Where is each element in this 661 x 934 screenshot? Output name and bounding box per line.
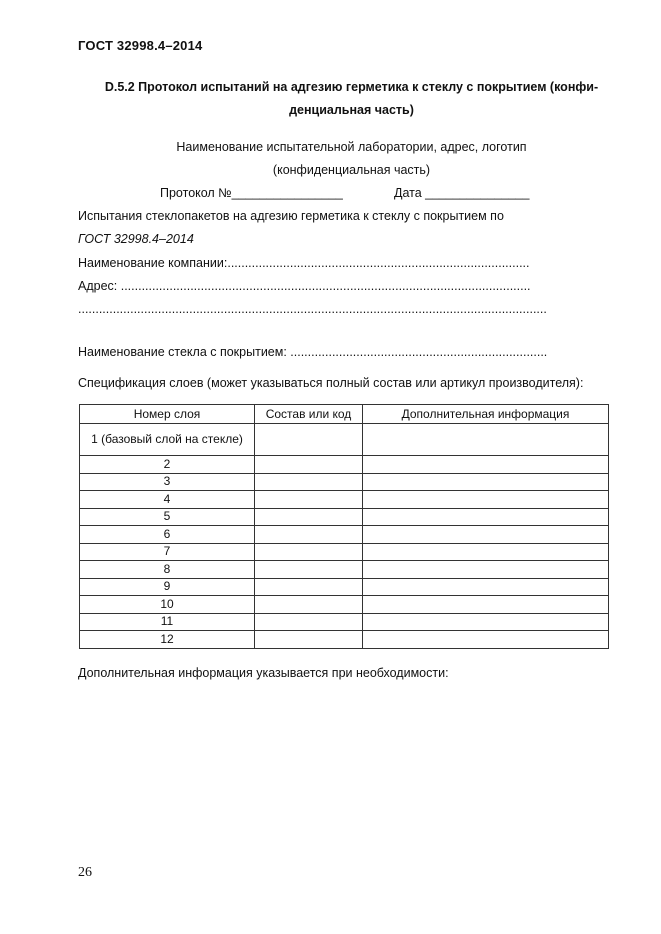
composition-cell[interactable] [255, 596, 363, 614]
test-standard: ГОСТ 32998.4–2014 [78, 232, 194, 246]
composition-cell[interactable] [255, 578, 363, 596]
additional-info-cell[interactable] [363, 424, 609, 456]
additional-info-cell[interactable] [363, 631, 609, 649]
protocol-number-field: Протокол №________________ [160, 186, 343, 200]
test-description: Испытания стеклопакетов на адгезию герметика к стеклу с покрытием по [78, 209, 504, 223]
table-row [80, 631, 609, 649]
additional-info-cell[interactable] [363, 596, 609, 614]
composition-cell[interactable] [255, 424, 363, 456]
table-row [80, 561, 609, 579]
composition-cell[interactable] [255, 456, 363, 474]
table-row [80, 526, 609, 544]
layer-number-cell: 1 (базовый слой на стекле) [80, 424, 255, 456]
composition-cell[interactable] [255, 491, 363, 509]
composition-cell[interactable] [255, 473, 363, 491]
additional-info-cell[interactable] [363, 491, 609, 509]
doc-header: ГОСТ 32998.4–2014 [78, 38, 203, 53]
table-row [80, 613, 609, 631]
additional-info-cell[interactable] [363, 473, 609, 491]
composition-cell[interactable] [255, 508, 363, 526]
additional-info-cell[interactable] [363, 561, 609, 579]
table-row [80, 578, 609, 596]
additional-info-cell[interactable] [363, 526, 609, 544]
layer-number-cell: 10 [80, 596, 255, 614]
spec-intro: Спецификация слоев (может указываться полный состав или артикул производителя): [78, 376, 584, 390]
table-row [80, 456, 609, 474]
layer-number-cell: 11 [80, 613, 255, 631]
composition-cell[interactable] [255, 543, 363, 561]
page-number: 26 [78, 865, 92, 880]
layer-number-cell: 9 [80, 578, 255, 596]
composition-cell[interactable] [255, 613, 363, 631]
section-title: D.5.2 Протокол испытаний на адгезию герметика к стеклу с покрытием (конфиденциальная часть) [104, 80, 599, 117]
company-field: Наименование компании:....................................................................................... [78, 256, 530, 270]
table-row [80, 596, 609, 614]
layer-spec-table [79, 404, 609, 649]
column-header-additional-info: Дополнительная информация [363, 405, 609, 424]
lab-name-line: Наименование испытательной лаборатории, адрес, логотип [176, 140, 527, 154]
composition-cell[interactable] [255, 561, 363, 579]
additional-info-cell[interactable] [363, 578, 609, 596]
table-header-row [80, 405, 609, 424]
table-row [80, 543, 609, 561]
layer-number-cell: 7 [80, 543, 255, 561]
table-row [80, 508, 609, 526]
coated-glass-field: Наименование стекла с покрытием: .......................................................................... [78, 345, 548, 359]
layer-number-cell: 5 [80, 508, 255, 526]
additional-info-cell[interactable] [363, 543, 609, 561]
layer-number-cell: 3 [80, 473, 255, 491]
column-header-composition: Состав или код [255, 405, 363, 424]
table-row [80, 473, 609, 491]
protocol-date-field: Дата _______________ [394, 186, 530, 200]
layer-number-cell: 12 [80, 631, 255, 649]
column-header-layer-number: Номер слоя [80, 405, 255, 424]
layer-number-cell: 2 [80, 456, 255, 474]
composition-cell[interactable] [255, 526, 363, 544]
layer-number-cell: 4 [80, 491, 255, 509]
composition-cell[interactable] [255, 631, 363, 649]
address-continuation-field: ....................................................................................................................................... [78, 302, 547, 316]
layer-number-cell: 6 [80, 526, 255, 544]
address-field: Адрес: ...................................................................................................................... [78, 279, 531, 293]
additional-info-cell[interactable] [363, 456, 609, 474]
layer-number-cell: 8 [80, 561, 255, 579]
table-row [80, 424, 609, 456]
additional-info-cell[interactable] [363, 508, 609, 526]
additional-info-note: Дополнительная информация указывается при необходимости: [78, 666, 449, 680]
lab-confidential-line: (конфиденциальная часть) [272, 163, 431, 177]
table-row [80, 491, 609, 509]
additional-info-cell[interactable] [363, 613, 609, 631]
